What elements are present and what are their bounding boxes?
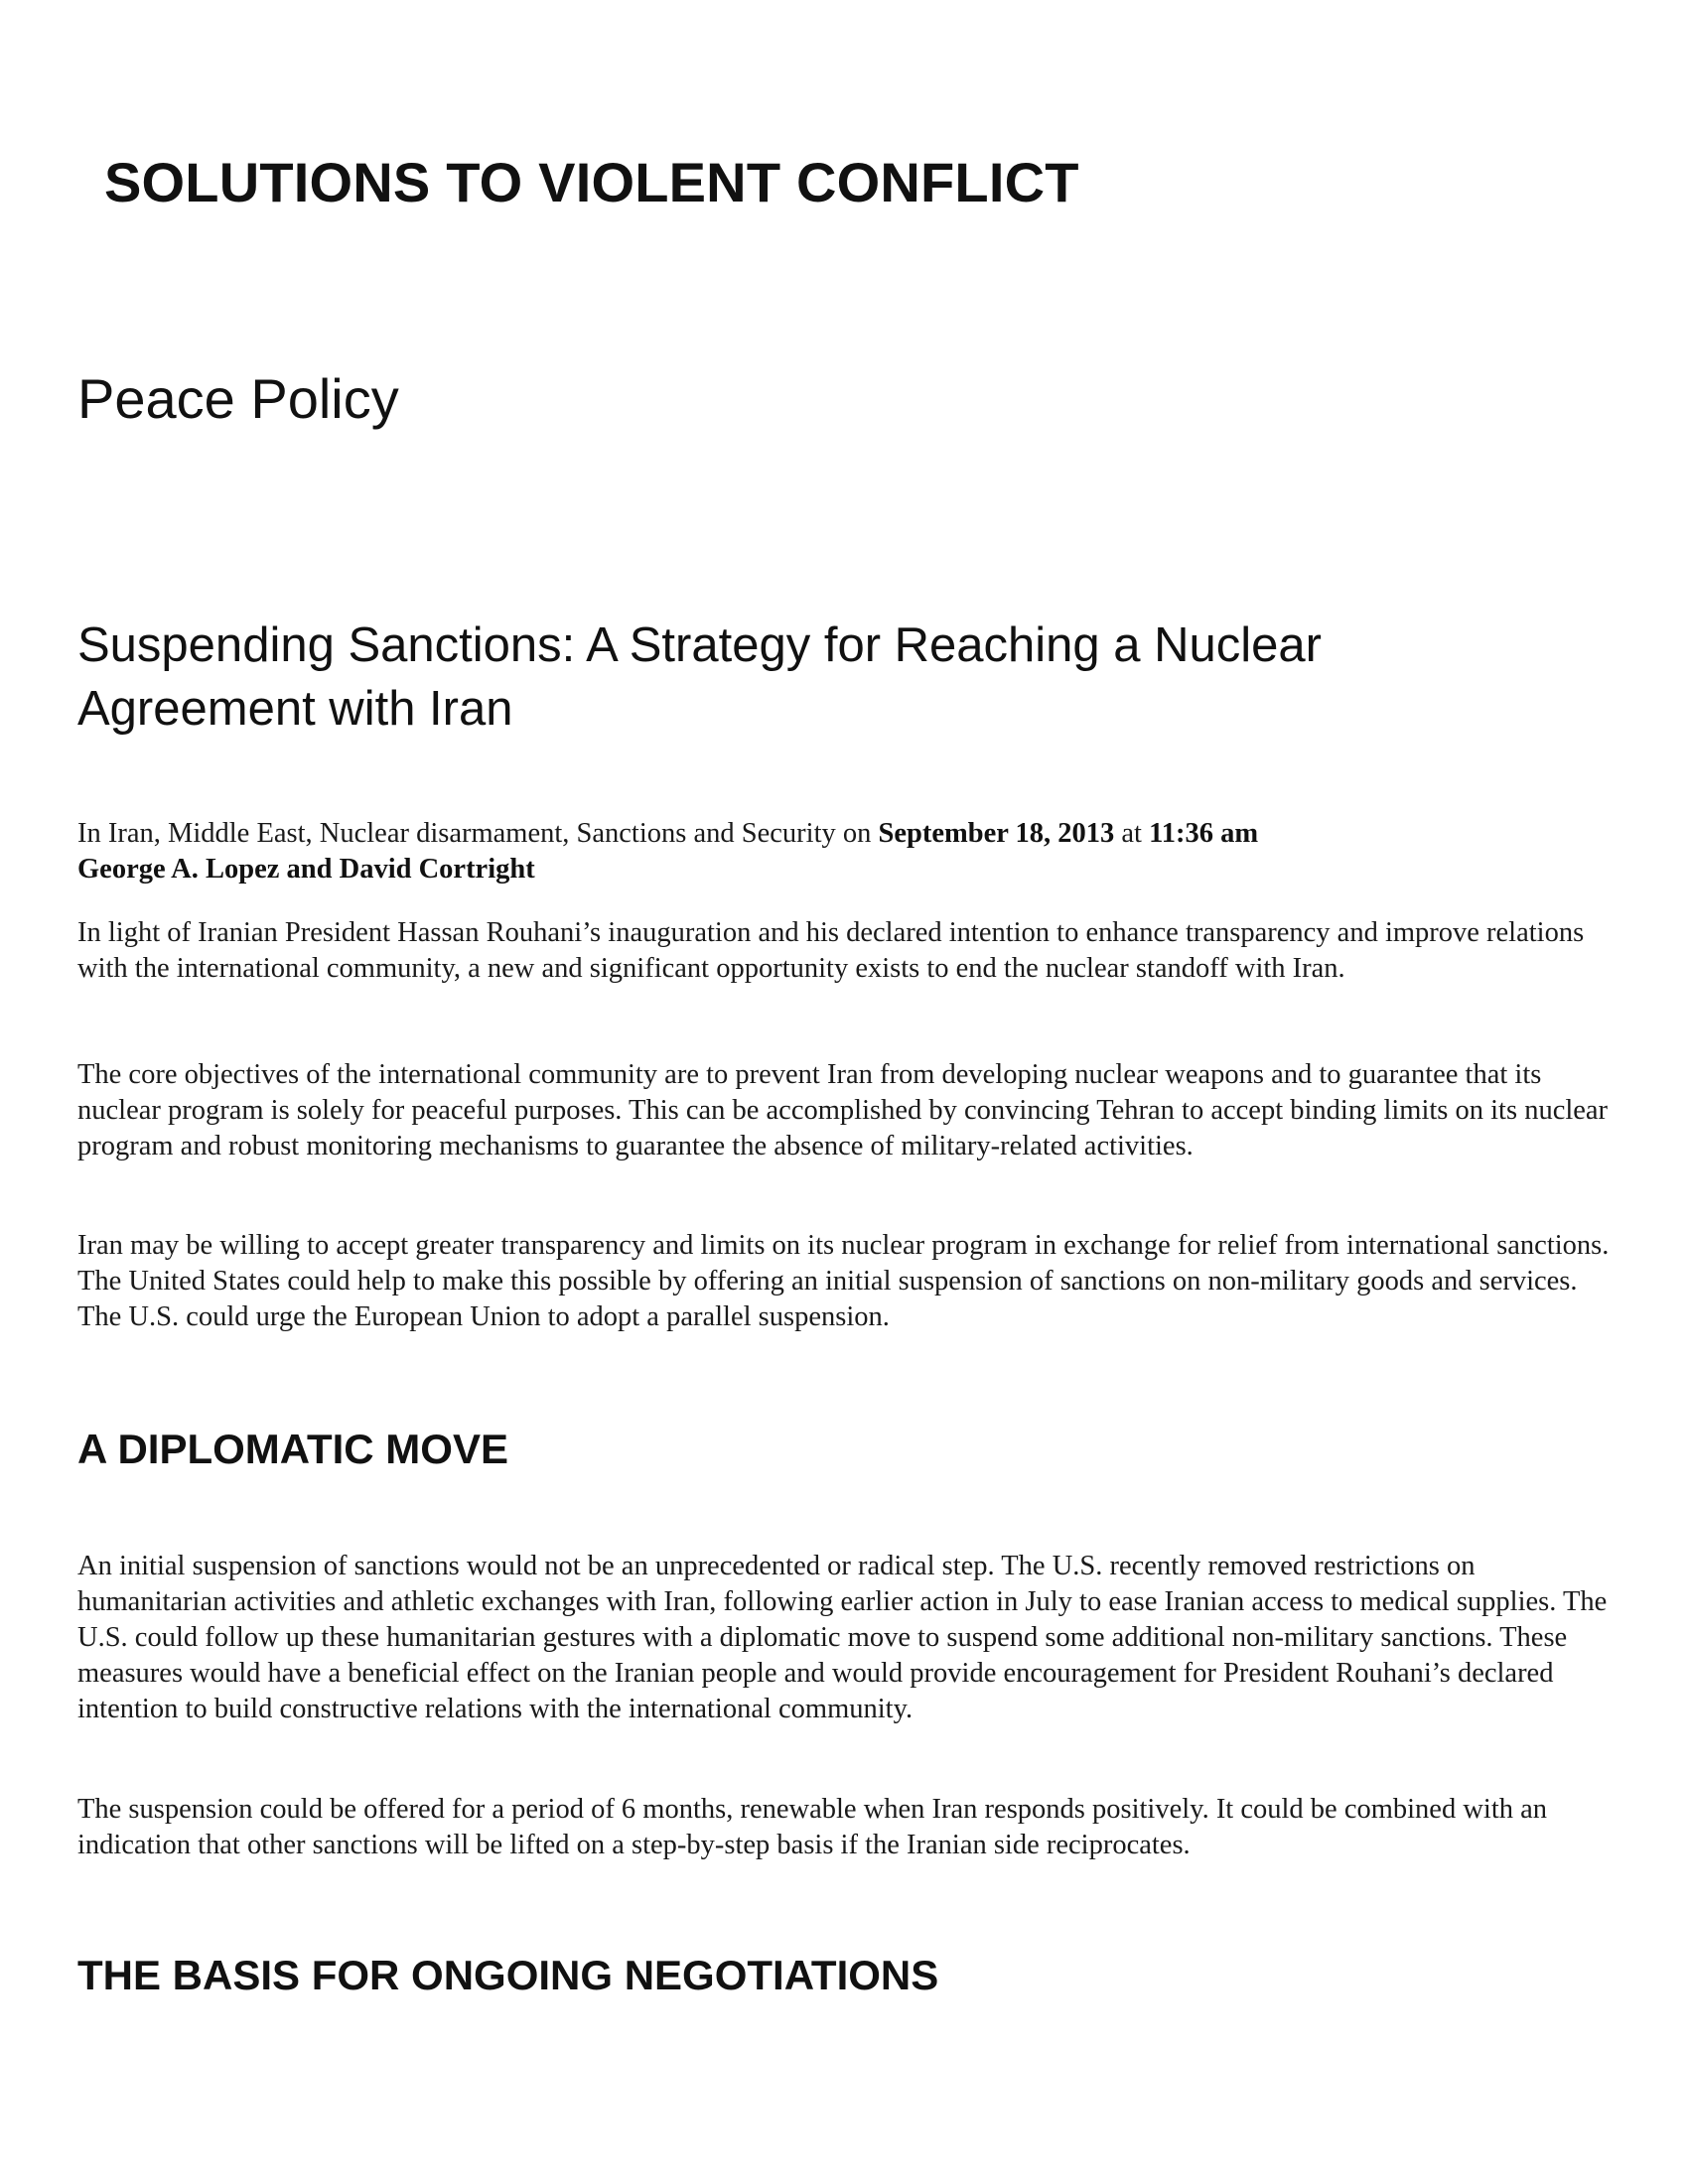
meta-at: at [1114, 818, 1150, 849]
intro-paragraph-1: In light of Iranian President Hassan Rouhani’s inauguration and his declared intention to enhance transparency and improve relations with the international community, a new and significant opportunity exists to end the nuclear standoff with Iran. [77, 917, 1585, 984]
meta-time: 11:36 am [1149, 818, 1259, 849]
meta-line [77, 816, 1626, 852]
section-heading-basis-negotiations: THE BASIS FOR ONGOING NEGOTIATIONS [77, 1952, 939, 1998]
section-title: Peace Policy [77, 367, 399, 430]
intro-paragraph-3: Iran may be willing to accept greater transparency and limits on its nuclear program in exchange for relief from international sanctions. The United States could help to make this possible by offering an initial suspension of sanctions on non-military goods and services. The U.S. could urge the European Union to adopt a parallel suspension. [77, 1230, 1610, 1332]
article-meta [77, 816, 1626, 887]
diplomatic-paragraph-1: An initial suspension of sanctions would not be an unprecedented or radical step. The U.S. recently removed restrictions on humanitarian activities and athletic exchanges with Iran, following earlier action in July to ease Iranian access to medical supplies. The U.S. could follow up these humanitarian gestures with a diplomatic move to suspend some additional non-military sanctions. These measures would have a beneficial effect on the Iranian people and would provide encouragement for President Rouhani’s declared intention to build constructive relations with the international community. [77, 1551, 1608, 1724]
section-heading-diplomatic-move: A DIPLOMATIC MOVE [77, 1426, 508, 1472]
intro-paragraph-2: The core objectives of the international community are to prevent Iran from developing nuclear weapons and to guarantee that its nuclear program is solely for peaceful purposes. This can be accomplished by convincing Tehran to accept binding limits on its nuclear program and robust monitoring mechanisms to guarantee the absence of military-related activities. [77, 1059, 1609, 1161]
article-title: Suspending Sanctions: A Strategy for Reaching a Nuclear Agreement with Iran [77, 618, 1322, 736]
meta-authors: George A. Lopez and David Cortright [77, 854, 535, 885]
site-title: SOLUTIONS TO VIOLENT CONFLICT [104, 151, 1079, 213]
meta-date: September 18, 2013 [878, 818, 1115, 849]
meta-categories: In Iran, Middle East, Nuclear disarmament, Sanctions and Security on [77, 818, 879, 849]
diplomatic-paragraph-2: The suspension could be offered for a period of 6 months, renewable when Iran responds positively. It could be combined with an indication that other sanctions will be lifted on a step-by-step basis if the Iranian side reciprocates. [77, 1794, 1548, 1860]
